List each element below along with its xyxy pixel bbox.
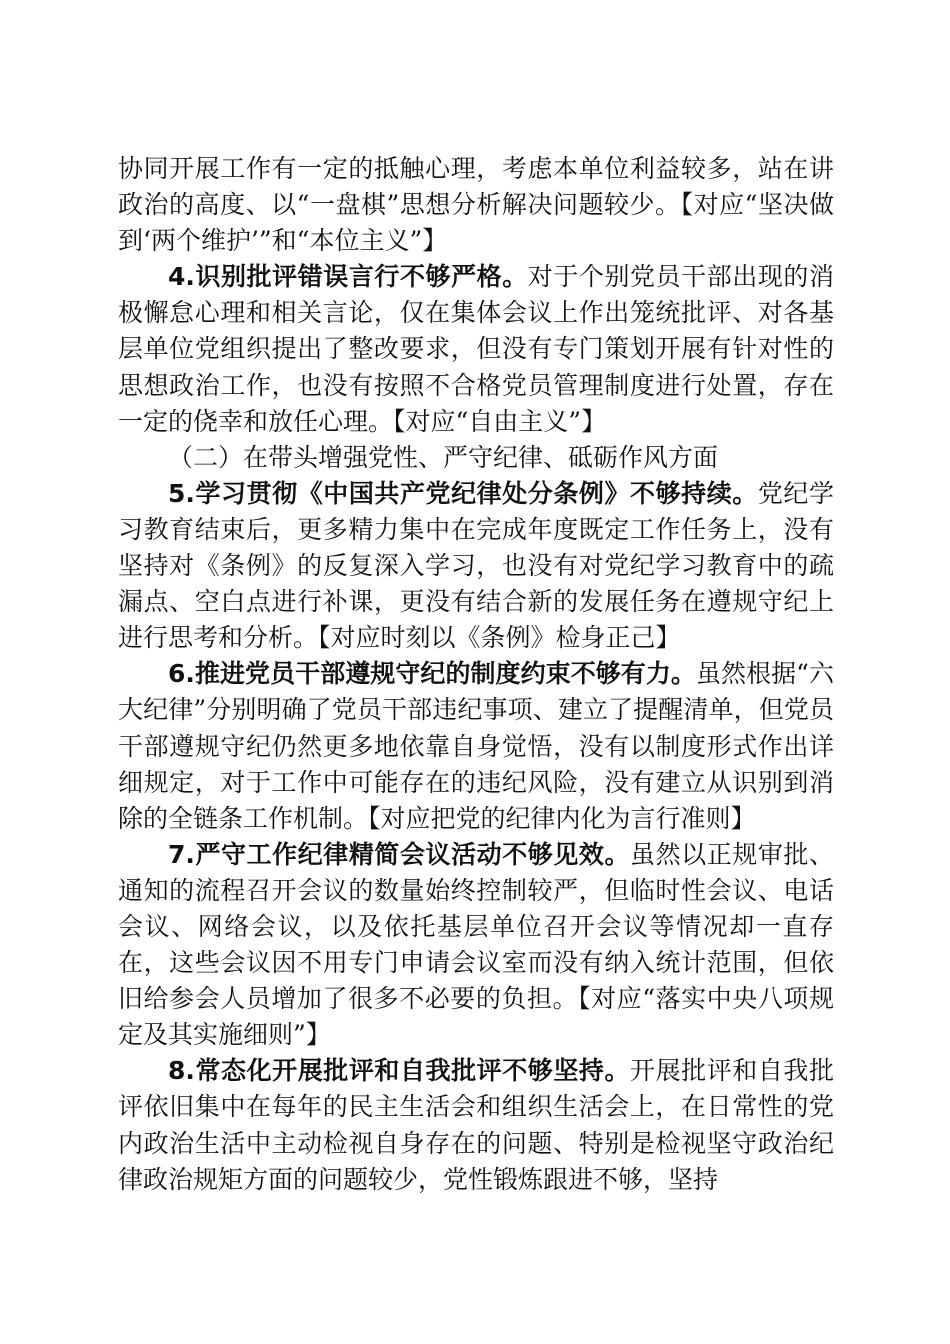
paragraph-item-8 bbox=[118, 1053, 834, 1197]
item-8-body: 开展批评和自我批评依旧集中在每年的民主生活会和组织生活会上，在日常性的党内政治生活中主动检视自身存在的问题、特别是检视坚守政治纪律政治规矩方面的问题较少，党性锻炼跟进不够，坚持 bbox=[118, 1056, 834, 1194]
paragraph-item-7 bbox=[118, 837, 834, 1054]
paragraph-item-6 bbox=[118, 656, 834, 836]
paragraph-text: 协同开展工作有一定的抵触心理，考虑本单位利益较多，站在讲政治的高度、以“一盘棋”思想分析解决问题较少。【对应“坚决做到‘两个维护’”和“本位主义”】 bbox=[118, 154, 834, 256]
item-5-heading: 5.学习贯彻《中国共产党纪律处分条例》不够持续。 bbox=[168, 478, 758, 508]
item-7-body: 虽然以正规审批、通知的流程召开会议的数量始终控制较严，但临时性会议、电话会议、网络会议，以及依托基层单位召开会议等情况却一直存在，这些会议因不用专门申请会议室而没有纳入统计范围，但依旧给参会人员增加了很多不必要的负担。【对应“落实中央八项规定及其实施细则”】 bbox=[118, 839, 834, 1050]
item-8-heading: 8.常态化开展批评和自我批评不够坚持。 bbox=[168, 1056, 631, 1086]
item-4-body: 对于个别党员干部出现的消极懈怠心理和相关言论，仅在集体会议上作出笼统批评、对各基层单位党组织提出了整改要求，但没有专门策划开展有针对性的思想政治工作，也没有按照不合格党员管理制度进行处置，存在一定的侥幸和放任心理。【对应“自由主义”】 bbox=[118, 262, 834, 436]
item-5-body: 党纪学习教育结束后，更多精力集中在完成年度既定工作任务上，没有坚持对《条例》的反复深入学习，也没有对党纪学习教育中的疏漏点、空白点进行补课，更没有结合新的发展任务在遵规守纪上进行思考和分析。【对应时刻以《条例》检身正己】 bbox=[118, 478, 834, 653]
paragraph-item-5 bbox=[118, 476, 834, 656]
document-page bbox=[118, 151, 834, 1198]
paragraph-continuation bbox=[118, 151, 834, 259]
paragraph-item-4 bbox=[118, 259, 834, 439]
item-6-body: 虽然根据“六大纪律”分别明确了党员干部违纪事项、建立了提醒清单，但党员干部遵规守纪仍然更多地依靠自身觉悟，没有以制度形式作出详细规定，对于工作中可能存在的违纪风险，没有建立从识别到消除的全链条工作机制。【对应把党的纪律内化为言行准则】 bbox=[118, 659, 835, 833]
section-heading-2: （二）在带头增强党性、严守纪律、砥砺作风方面 bbox=[168, 442, 719, 472]
item-4-heading: 4.识别批评错误言行不够严格。 bbox=[168, 262, 528, 292]
item-6-heading: 6.推进党员干部遵规守纪的制度约束不够有力。 bbox=[168, 659, 696, 689]
item-7-heading: 7.严守工作纪律精简会议活动不够见效。 bbox=[168, 839, 631, 869]
